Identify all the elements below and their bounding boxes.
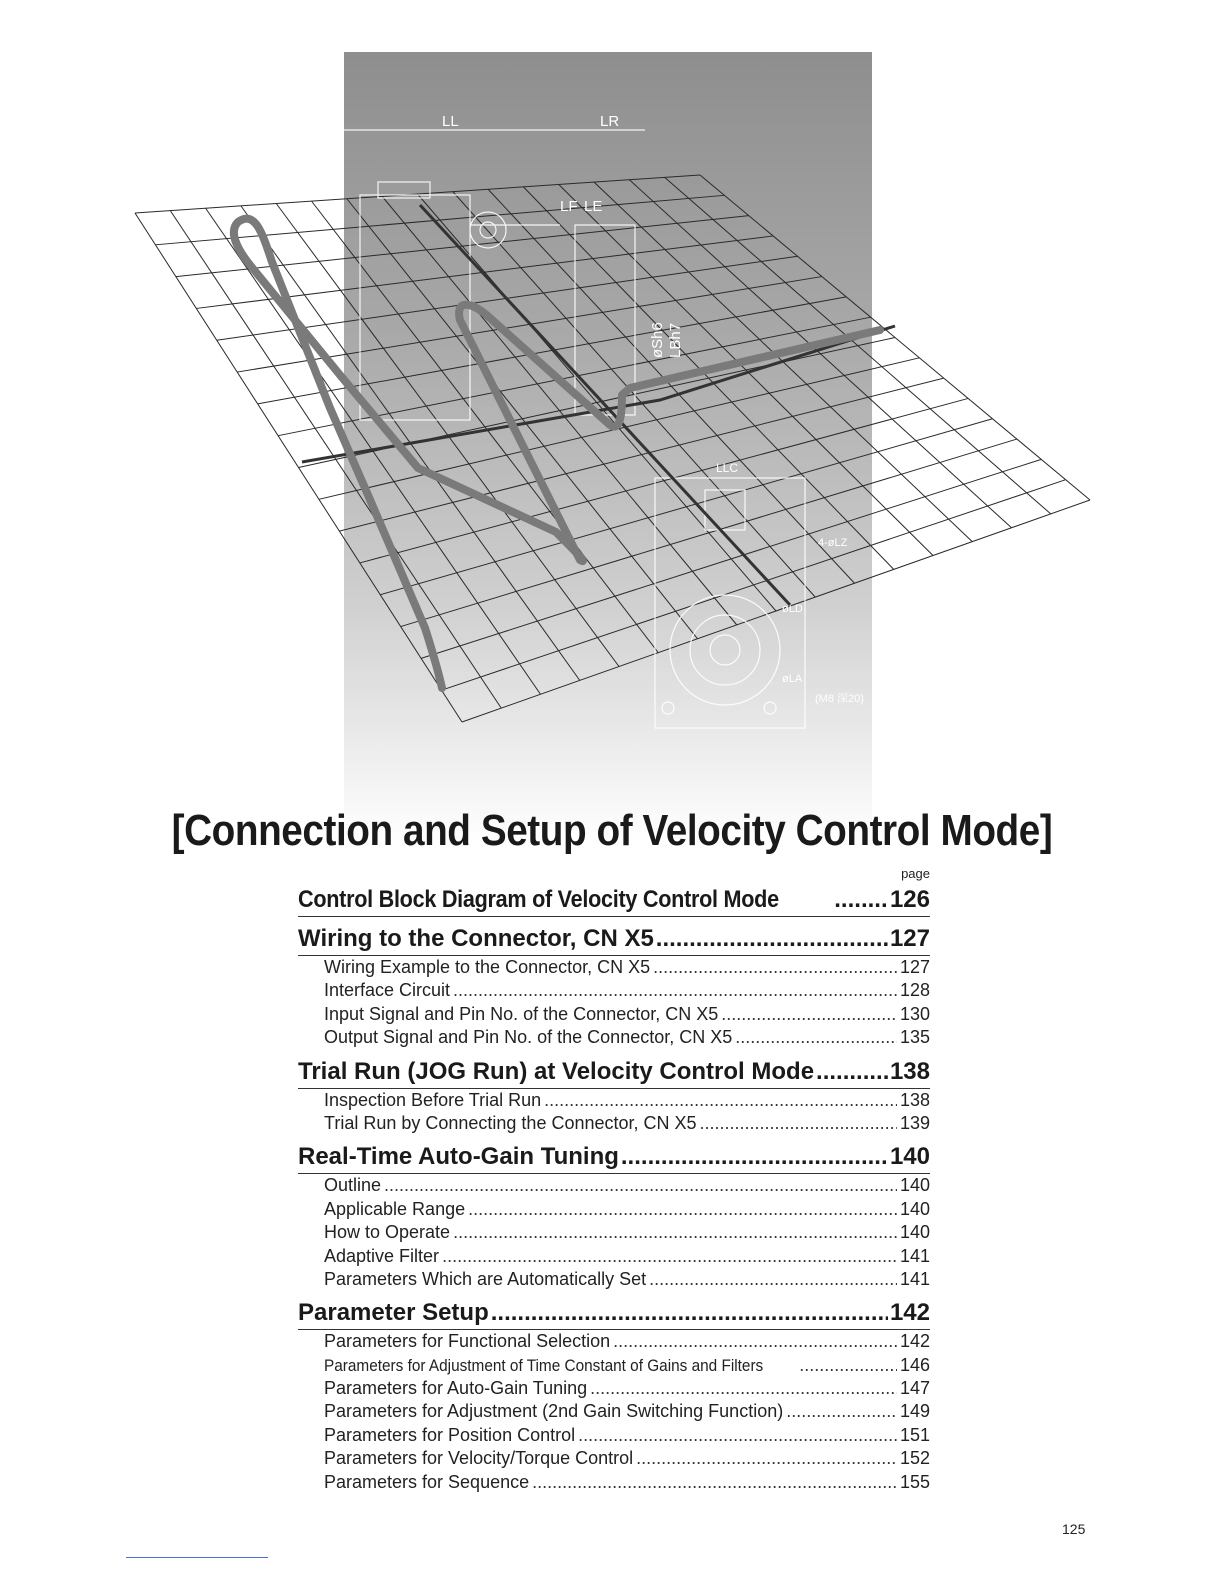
toc-item[interactable] bbox=[324, 1112, 930, 1135]
toc-subitems bbox=[298, 1330, 930, 1494]
toc-heading-page: 142 bbox=[889, 1299, 930, 1327]
toc-item-label: Wiring Example to the Connector, CN X5 bbox=[324, 957, 651, 977]
grid-line bbox=[401, 439, 1017, 627]
dim-label-ll: LL bbox=[442, 113, 459, 130]
toc-subitems bbox=[298, 1089, 930, 1136]
page-number: 125 bbox=[1062, 1521, 1086, 1537]
toc-item[interactable] bbox=[324, 979, 930, 1002]
toc-item-page: 149 bbox=[899, 1401, 930, 1422]
toc-item-label: Input Signal and Pin No. of the Connector, CN X5 bbox=[324, 1003, 719, 1024]
toc-item-label: Parameters for Auto-Gain Tuning bbox=[324, 1378, 588, 1399]
toc-item-label: Parameters for Position Control bbox=[324, 1424, 576, 1445]
dot-leader bbox=[578, 1424, 897, 1447]
grid-line bbox=[421, 459, 1041, 658]
dim-label-lf: LF bbox=[560, 198, 578, 215]
toc-item[interactable] bbox=[324, 1424, 930, 1447]
dot-leader bbox=[721, 1003, 897, 1026]
toc-item-label: Parameters for Sequence bbox=[324, 1471, 530, 1492]
dot-leader bbox=[656, 923, 888, 954]
toc-item-page: 141 bbox=[899, 1245, 930, 1266]
toc-item[interactable] bbox=[324, 1400, 930, 1423]
toc-item[interactable] bbox=[324, 1245, 930, 1268]
toc-item-label: Adaptive Filter bbox=[324, 1245, 440, 1266]
toc-heading-label: Wiring to the Connector, CN X5 bbox=[298, 925, 654, 952]
toc-item-page: 142 bbox=[899, 1331, 930, 1352]
toc-item-label: Outline bbox=[324, 1175, 382, 1196]
dot-leader bbox=[735, 1026, 897, 1049]
toc-subitems bbox=[298, 956, 930, 1050]
toc-item-page: 140 bbox=[899, 1198, 930, 1219]
toc-item-label: Applicable Range bbox=[324, 1198, 466, 1219]
dot-leader bbox=[700, 1112, 897, 1135]
toc-item-page: 140 bbox=[899, 1175, 930, 1196]
dot-leader bbox=[453, 979, 897, 1002]
toc-item-label: Parameters for Functional Selection bbox=[324, 1331, 611, 1352]
toc-item-page: 130 bbox=[899, 1003, 930, 1024]
footer-rule bbox=[126, 1557, 268, 1558]
dim-label-m8: (M8 深20) bbox=[815, 693, 864, 705]
toc-item-label: How to Operate bbox=[324, 1222, 451, 1243]
toc-heading-trial-run[interactable] bbox=[298, 1056, 930, 1089]
dot-leader bbox=[834, 884, 888, 915]
toc-item-label: Inspection Before Trial Run bbox=[324, 1089, 542, 1110]
toc-heading-label: Control Block Diagram of Velocity Control Mode bbox=[298, 886, 779, 913]
toc-item[interactable] bbox=[324, 1354, 930, 1377]
toc-item-page: 138 bbox=[899, 1089, 930, 1110]
toc-item[interactable] bbox=[324, 1471, 930, 1494]
perspective-grid bbox=[135, 175, 1090, 722]
dot-leader bbox=[816, 1056, 888, 1087]
toc-heading-wiring[interactable] bbox=[298, 923, 930, 956]
dot-leader bbox=[468, 1198, 897, 1221]
velocity-zigzag-curve bbox=[234, 219, 880, 688]
toc-item[interactable] bbox=[324, 1330, 930, 1353]
toc-item[interactable] bbox=[324, 956, 930, 979]
toc-item-page: 139 bbox=[899, 1112, 930, 1133]
toc-section bbox=[298, 1297, 930, 1494]
page-column-label: page bbox=[901, 866, 930, 881]
toc-heading-page: 127 bbox=[889, 925, 930, 952]
toc-item[interactable] bbox=[324, 1174, 930, 1197]
dim-label-la: øLA bbox=[782, 673, 803, 685]
toc-item-label: Trial Run by Connecting the Connector, CN X5 bbox=[324, 1112, 697, 1133]
grid-line bbox=[442, 480, 1066, 691]
dim-label-llc: LLC bbox=[716, 461, 739, 475]
toc-item-page: 140 bbox=[899, 1222, 930, 1243]
page-title: [Connection and Setup of Velocity Control Mode] bbox=[171, 806, 1053, 855]
toc-heading-page: 126 bbox=[889, 886, 930, 913]
toc-item[interactable] bbox=[324, 1377, 930, 1400]
toc-heading-parameter-setup[interactable] bbox=[298, 1297, 930, 1330]
toc-item-page: 127 bbox=[899, 957, 930, 977]
toc-section bbox=[298, 1056, 930, 1136]
grid-line bbox=[559, 185, 933, 556]
toc-heading-page: 140 bbox=[889, 1143, 930, 1171]
dim-label-le: LE bbox=[584, 198, 603, 215]
toc-item-label: Parameters for Adjustment of Time Constant of Gains and Filters bbox=[324, 1356, 764, 1375]
table-of-contents bbox=[298, 884, 930, 1500]
dim-label-ld: øLD bbox=[782, 603, 803, 615]
toc-item[interactable] bbox=[324, 1026, 930, 1049]
toc-item[interactable] bbox=[324, 1198, 930, 1221]
toc-item-label: Parameters Which are Automatically Set bbox=[324, 1268, 647, 1289]
toc-item-page: 147 bbox=[899, 1378, 930, 1399]
dot-leader bbox=[636, 1447, 897, 1470]
dim-label-sh6: øSh6 bbox=[649, 322, 666, 358]
toc-section bbox=[298, 884, 930, 917]
toc-heading-label: Real-Time Auto-Gain Tuning bbox=[298, 1143, 619, 1171]
dot-leader bbox=[384, 1174, 897, 1197]
toc-item-page: 135 bbox=[899, 1027, 930, 1048]
grid-line bbox=[418, 194, 777, 611]
toc-section bbox=[298, 1141, 930, 1291]
dim-label-lr: LR bbox=[600, 113, 620, 130]
toc-item-page: 152 bbox=[899, 1448, 930, 1469]
toc-heading-label: Parameter Setup bbox=[298, 1299, 489, 1327]
grid-line bbox=[380, 419, 992, 595]
toc-item-page: 128 bbox=[899, 980, 930, 1001]
dim-label-lz: 4-øLZ bbox=[818, 537, 848, 549]
toc-section bbox=[298, 923, 930, 1050]
dim-label-lbh7: LBh7 bbox=[667, 322, 684, 358]
dot-leader bbox=[590, 1377, 897, 1400]
toc-item[interactable] bbox=[324, 1268, 930, 1291]
toc-heading-page: 138 bbox=[889, 1057, 930, 1085]
toc-item-label: Interface Circuit bbox=[324, 980, 451, 1001]
dot-leader bbox=[653, 956, 897, 979]
dot-leader bbox=[799, 1354, 897, 1377]
dot-leader bbox=[621, 1141, 888, 1172]
toc-item[interactable] bbox=[324, 1003, 930, 1026]
dot-leader bbox=[544, 1089, 897, 1112]
toc-item[interactable] bbox=[324, 1221, 930, 1244]
toc-subitems bbox=[298, 1174, 930, 1291]
toc-item[interactable] bbox=[324, 1447, 930, 1470]
dot-leader bbox=[453, 1221, 897, 1244]
dot-leader bbox=[613, 1330, 897, 1353]
grid-line bbox=[700, 175, 1090, 500]
toc-heading-control-block[interactable] bbox=[298, 884, 930, 917]
dot-leader bbox=[649, 1268, 897, 1291]
toc-item-label: Parameters for Adjustment (2nd Gain Switching Function) bbox=[324, 1401, 784, 1422]
grid-line bbox=[339, 378, 943, 531]
dot-leader bbox=[532, 1471, 897, 1494]
toc-heading-auto-gain[interactable] bbox=[298, 1141, 930, 1174]
toc-item-label: Parameters for Velocity/Torque Control bbox=[324, 1448, 634, 1469]
toc-item-page: 151 bbox=[899, 1424, 930, 1445]
toc-item-label: Output Signal and Pin No. of the Connector, CN X5 bbox=[324, 1027, 733, 1048]
dot-leader bbox=[491, 1297, 888, 1328]
toc-heading-label: Trial Run (JOG Run) at Velocity Control Mode bbox=[298, 1057, 815, 1085]
toc-item-page: 141 bbox=[899, 1268, 930, 1289]
dot-leader bbox=[442, 1245, 897, 1268]
toc-item-page: 155 bbox=[899, 1471, 930, 1492]
grid-line bbox=[453, 192, 815, 598]
toc-item[interactable] bbox=[324, 1089, 930, 1112]
toc-item-page: 146 bbox=[899, 1354, 930, 1375]
dot-leader bbox=[786, 1400, 897, 1423]
